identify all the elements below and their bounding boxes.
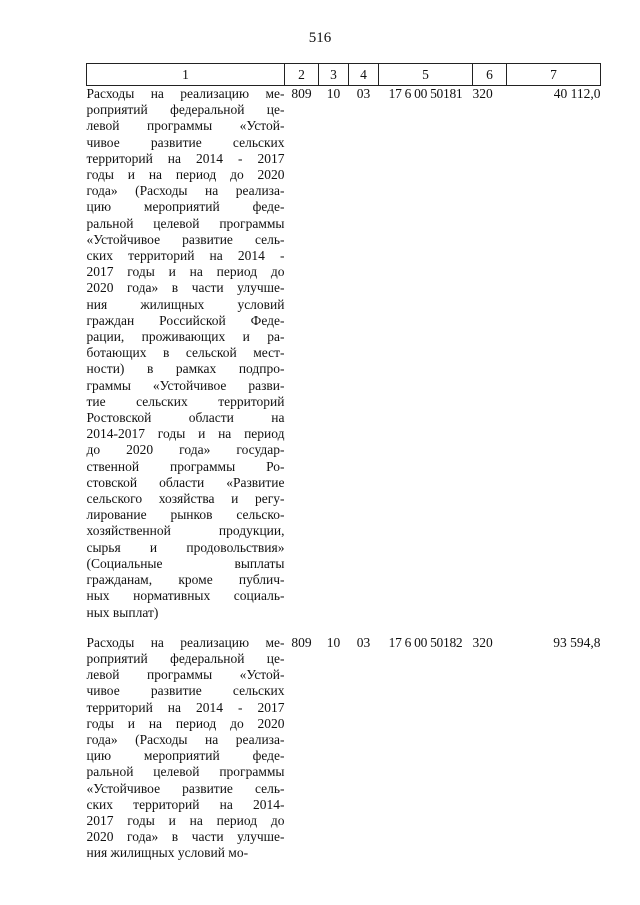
page-number: 516: [308, 30, 332, 46]
table-row: [87, 621, 601, 862]
description-line: рации, проживающих и ра-: [86, 329, 285, 345]
description-line: ных нормативных социаль-: [86, 588, 285, 604]
description-line: годы и на период до 2020: [86, 715, 285, 731]
section-code: 10: [326, 86, 341, 101]
expense-type-code: 320: [472, 86, 493, 101]
description-line: 2017 годы и на период до: [86, 812, 285, 828]
description-line: цию мероприятий феде-: [86, 748, 285, 764]
description-line: 2020 года» в части улучше-: [86, 280, 285, 296]
ministry-code: 809: [291, 634, 312, 650]
column-header-2: 2: [285, 64, 319, 86]
subsection-code: 03: [356, 634, 371, 650]
table-header-row: [87, 64, 601, 86]
description-line: гражданам, кроме публич-: [86, 572, 285, 588]
description-line: стовской области «Развитие: [86, 474, 285, 490]
budget-table: [86, 63, 601, 862]
description-line: «Устойчивое развитие сель-: [86, 231, 285, 247]
description-line: 2020 года» в части улучше-: [86, 829, 285, 845]
description-line: тие сельских территорий: [86, 393, 285, 409]
description-line: роприятий федеральной це-: [86, 650, 285, 666]
description-line: годы и на период до 2020: [86, 167, 285, 183]
description-line: сельского хозяйства и регу-: [86, 491, 285, 507]
description-line: ния жилищных условий: [86, 296, 285, 312]
description-line: года» (Расходы на реализа-: [86, 731, 285, 747]
row-description: [87, 86, 285, 621]
description-line: ственной программы Ро-: [86, 458, 285, 474]
description-line: ральной целевой программы: [86, 215, 285, 231]
description-line: лирование рынков сельско-: [86, 507, 285, 523]
description-line: до 2020 года» государ-: [86, 442, 285, 458]
column-header-5: 5: [379, 64, 473, 86]
amount: 40 112,0: [553, 86, 601, 101]
description-line: граммы «Устойчивое разви-: [86, 377, 285, 393]
description-line: ских территорий на 2014 -: [86, 248, 285, 264]
description-line: Ростовской области на: [86, 410, 285, 426]
description-line: «Устойчивое развитие сель-: [86, 780, 285, 796]
column-header-4: 4: [349, 64, 379, 86]
description-line: левой программы «Устой-: [86, 118, 285, 134]
description-line: ральной целевой программы: [86, 764, 285, 780]
target-article-code: 17 6 00 50181: [388, 86, 463, 101]
table-row: [87, 86, 601, 621]
description-line: 2014-2017 годы и на период: [86, 426, 285, 442]
description-line: хозяйственной продукции,: [86, 523, 285, 539]
column-header-1: 1: [87, 64, 285, 86]
description-line: ности) в рамках подпро-: [86, 361, 285, 377]
column-header-6: 6: [473, 64, 507, 86]
description-line: ботающих в сельской мест-: [86, 345, 285, 361]
description-line: территорий на 2014 - 2017: [86, 150, 285, 166]
description-line: Расходы на реализацию ме-: [86, 86, 285, 101]
description-line: граждан Российской Феде-: [86, 312, 285, 328]
column-header-7: 7: [507, 64, 601, 86]
description-line: (Социальные выплаты: [86, 555, 285, 571]
description-line: чивое развитие сельских: [86, 683, 285, 699]
description-line: ских территорий на 2014-: [86, 796, 285, 812]
ministry-code: 809: [291, 86, 312, 101]
row-description: [87, 621, 285, 862]
description-line: ных выплат): [86, 604, 159, 620]
description-line: сырья и продовольствия»: [86, 539, 285, 555]
column-header-3: 3: [319, 64, 349, 86]
description-line: ния жилищных условий мо-: [86, 845, 249, 861]
subsection-code: 03: [356, 86, 371, 101]
description-line: роприятий федеральной це-: [86, 102, 285, 118]
description-line: года» (Расходы на реализа-: [86, 183, 285, 199]
description-line: левой программы «Устой-: [86, 667, 285, 683]
amount: 93 594,8: [553, 634, 601, 650]
description-line: чивое развитие сельских: [86, 134, 285, 150]
description-line: цию мероприятий феде-: [86, 199, 285, 215]
description-line: Расходы на реализацию ме-: [86, 634, 285, 650]
target-article-code: 17 6 00 50182: [388, 634, 463, 650]
description-line: территорий на 2014 - 2017: [86, 699, 285, 715]
description-line: 2017 годы и на период до: [86, 264, 285, 280]
expense-type-code: 320: [472, 634, 493, 650]
section-code: 10: [326, 634, 341, 650]
